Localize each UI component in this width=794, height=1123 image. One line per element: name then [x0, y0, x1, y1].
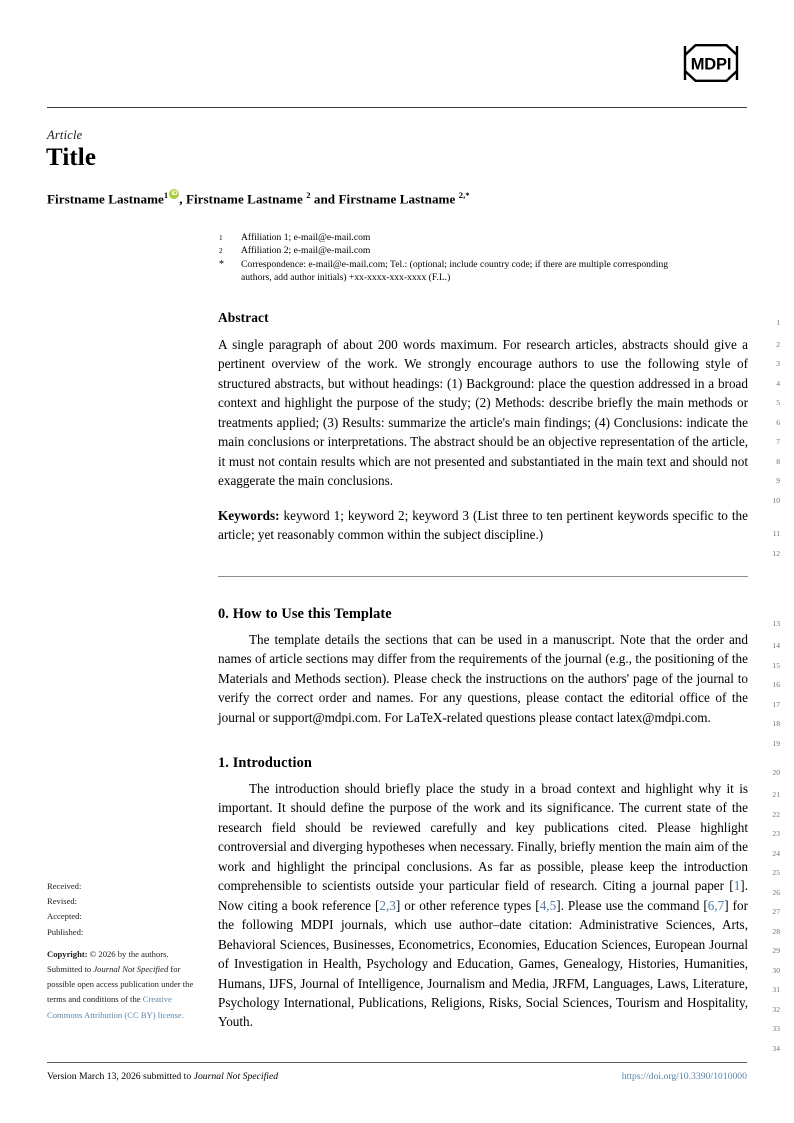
- publication-dates: [47, 879, 199, 940]
- line-number: 2: [776, 340, 780, 349]
- keywords-divider: [218, 576, 748, 577]
- author-affil-marker-2: 2: [306, 190, 311, 200]
- affiliation-item: [219, 231, 689, 244]
- footer-rule: [47, 1062, 747, 1063]
- citation-ref-4[interactable]: 6,7: [707, 897, 725, 913]
- author-name-3: Firstname Lastname: [338, 191, 456, 207]
- intro-text-part2: ]. Now citing a book reference [: [218, 878, 748, 913]
- copyright-notice: [47, 947, 199, 1023]
- orcid-icon[interactable]: [169, 189, 179, 199]
- line-number: 13: [772, 619, 780, 628]
- section-body-1: [218, 779, 748, 1032]
- author-list: [47, 190, 470, 207]
- line-number: 14: [772, 641, 780, 650]
- intro-text-part3: ] or other reference types [: [395, 897, 540, 913]
- section-heading-1: 1. Introduction: [218, 755, 312, 771]
- copyright-label: Copyright:: [47, 948, 88, 959]
- line-number: 25: [772, 868, 780, 877]
- abstract-text: A single paragraph of about 200 words maximum. For research articles, abstracts should give a pertinent overview of the work. We strongly encourage authors to use the following style of structured abstracts, but without headings: (1) Background: place the question addressed in a broad context and highlight the purpose of the study; (2) Methods: describe briefly the main methods or treatments applied; (3) Results: summarize the article's main findings; (4) Conclusions: indicate the main conclusions or interpretations. The abstract should be an objective representation of the article, it must not contain results which are not presented and substantiated in the main text and should not exaggerate the main conclusions.: [218, 337, 748, 489]
- line-number: 1: [776, 318, 780, 327]
- line-number: 10: [772, 496, 780, 505]
- affiliation-item-correspondence: [219, 258, 689, 285]
- citation-ref-3[interactable]: 4,5: [539, 897, 557, 913]
- footer-journal-name: Journal Not Specified: [193, 1071, 279, 1082]
- line-number: 22: [772, 810, 780, 819]
- section-introduction: [218, 755, 748, 1032]
- affiliation-item: [219, 244, 689, 257]
- doi-link[interactable]: https://doi.org/10.3390/1010000: [621, 1071, 747, 1082]
- affiliation-marker: *: [219, 258, 224, 270]
- line-number: 11: [772, 529, 780, 538]
- keywords-text: keyword 1; keyword 2; keyword 3 (List three to ten pertinent keywords specific to the article; yet reasonably common within the subject discipline.): [218, 507, 748, 543]
- copyright-text-2: Submitted to: [47, 964, 94, 975]
- copyright-text-1: © 2026 by the authors.: [87, 948, 169, 959]
- line-number: 30: [772, 966, 780, 975]
- line-number: 31: [772, 985, 780, 994]
- abstract-heading: Abstract: [218, 310, 269, 325]
- line-number: 15: [772, 661, 780, 670]
- line-number: 33: [772, 1024, 780, 1033]
- intro-text-part5: ] for the following MDPI journals, which use author–date citation: Administrative Sciences, Arts, Behavioral Sciences, Businesses, Econometrics, Economies, Education Sciences, European Journal of Investigation in Health, Psychology and Education, Games, Genealogy, Histories, Humanities, Humans, IJFS, Journal of Intelligence, Journalism and Media, JRFM, Languages, Laws, Literature, Psychology International, Publications, Religions, Risks, Social Sciences, Tourism and Hospitality, Youth.: [218, 897, 748, 1030]
- mdpi-hexagon-logo: [675, 42, 747, 84]
- affiliation-marker: 2: [219, 246, 223, 256]
- author-affil-marker-1: 1: [163, 190, 169, 200]
- citation-ref-2[interactable]: 2,3: [379, 897, 396, 913]
- line-number: 28: [772, 927, 780, 936]
- line-number: 26: [772, 888, 780, 897]
- line-number: 9: [776, 476, 780, 485]
- cc-by-license-link[interactable]: Creative Commons Attribution (CC BY) license.: [47, 994, 184, 1020]
- section-body-0: The template details the sections that can be used in a manuscript. Note that the order and names of article sections may differ from the requirements of the journal (e.g., the positioning of the Materials and Methods section). Please check the instructions on the authors' page of the journal to verify the correct order and names. For any questions, please contact the editorial office of the journal or support@mdpi.com. For LaTeX-related questions please contact latex@mdpi.com.: [218, 632, 748, 725]
- line-number: 24: [772, 849, 780, 858]
- author-separator-1: ,: [179, 191, 186, 207]
- line-number: 20: [772, 768, 780, 777]
- affiliation-text: Affiliation 1; e-mail@e-mail.com: [241, 232, 371, 243]
- date-received: Received:: [47, 881, 82, 891]
- line-number: 32: [772, 1005, 780, 1014]
- line-number: 27: [772, 907, 780, 916]
- author-name-2: Firstname Lastname: [185, 191, 303, 207]
- sidebar-metadata: [47, 879, 199, 1023]
- orcid-icon-label: iD: [171, 190, 178, 198]
- page-title: Title: [46, 144, 97, 171]
- section-heading-0: 0. How to Use this Template: [218, 606, 392, 622]
- line-number: 8: [776, 457, 780, 466]
- line-number: 17: [772, 700, 780, 709]
- line-number: 23: [772, 829, 780, 838]
- line-number: 3: [776, 359, 780, 368]
- abstract-block: [218, 310, 748, 545]
- line-number: 29: [772, 946, 780, 955]
- line-number: 18: [772, 719, 780, 728]
- date-revised: Revised:: [47, 896, 78, 907]
- author-affil-marker-3: 2,*: [458, 190, 470, 200]
- line-number: 4: [776, 379, 780, 388]
- section-how-to-use: [218, 606, 748, 727]
- page-footer: [47, 1071, 747, 1082]
- author-conjunction: and: [310, 191, 339, 207]
- svg-text:MDPI: MDPI: [690, 55, 732, 74]
- date-published: Published:: [47, 926, 84, 937]
- line-number: 16: [772, 680, 780, 689]
- copyright-text-3: for possible open access publication under the terms and conditions of the: [47, 964, 194, 1005]
- footer-version: [47, 1071, 278, 1082]
- intro-text-part4: ]. Please use the command [: [556, 897, 708, 913]
- citation-ref-1[interactable]: 1: [733, 878, 741, 894]
- keywords-label: Keywords:: [218, 507, 280, 523]
- author-name-1: Firstname Lastname: [47, 191, 164, 207]
- line-number: 34: [772, 1044, 780, 1053]
- date-accepted: Accepted:: [47, 911, 82, 922]
- line-number: 12: [772, 549, 780, 558]
- line-number: 19: [772, 739, 780, 748]
- line-number: 7: [776, 437, 780, 446]
- correspondence-text: Correspondence: e-mail@e-mail.com; Tel.: (optional; include country code; if there are multiple corresponding authors, add author initials) +xx-xxxx-xxx-xxxx (F.L.): [241, 258, 669, 284]
- line-number: 21: [772, 790, 780, 799]
- affiliation-text: Affiliation 2; e-mail@e-mail.com: [241, 245, 371, 257]
- affiliation-marker: 1: [219, 233, 223, 242]
- affiliation-list: [219, 231, 689, 285]
- keywords-line: [218, 506, 748, 545]
- line-number: 5: [776, 398, 780, 407]
- article-type-kicker: Article: [47, 128, 83, 142]
- journal-name-sidebar: Journal Not Specified: [93, 964, 169, 975]
- intro-text-part1: The introduction should briefly place the study in a broad context and highlight why it is important. It should define the purpose of the work and its significance. The current state of the research field should be reviewed carefully and key publications cited. Please highlight controversial and diverging hypotheses when necessary. Finally, briefly mention the main aim of the work and highlight the principal conclusions. As far as possible, please keep the introduction comprehensible to scientists outside your particular field of research. Citing a journal paper [: [218, 781, 748, 894]
- header-rule: [47, 107, 747, 108]
- line-number: 6: [776, 418, 780, 427]
- footer-version-text: Version March 13, 2026 submitted to: [47, 1071, 194, 1082]
